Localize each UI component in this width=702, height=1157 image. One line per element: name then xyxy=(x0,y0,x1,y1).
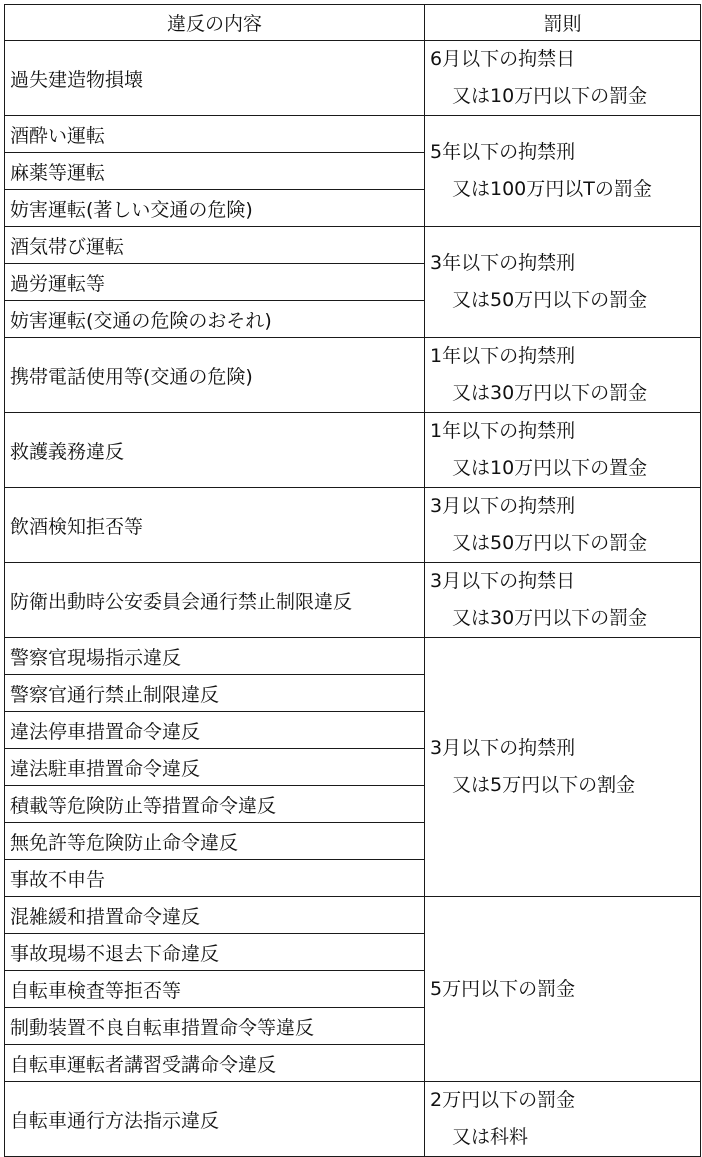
violation-cell: 携帯電話使用等(交通の危険) xyxy=(5,338,425,413)
penalty-line-main: 6月以下の拘禁日 xyxy=(430,48,576,70)
violation-cell: 事故現場不退去下命違反 xyxy=(5,934,425,971)
table-row xyxy=(5,488,701,563)
table-row xyxy=(5,638,701,675)
penalty-cell xyxy=(425,638,701,897)
violation-cell: 自転車運転者講習受講命令違反 xyxy=(5,1045,425,1082)
penalty-line-alt: 又は10万円以下の置金 xyxy=(452,457,648,479)
penalty-line-main: 5万円以下の罰金 xyxy=(430,977,576,1000)
penalty-cell xyxy=(425,1082,701,1157)
penalty-line-alt: 又は100万円以Tの罰金 xyxy=(452,178,652,200)
penalty-cell xyxy=(425,897,701,1082)
table-row xyxy=(5,338,701,413)
penalty-line-main: 3年以下の拘禁刑 xyxy=(430,252,576,274)
table-body xyxy=(5,41,701,1157)
violation-cell: 過労運転等 xyxy=(5,264,425,301)
penalty-line-alt: 又は30万円以下の罰金 xyxy=(452,382,648,404)
header-violation: 違反の内容 xyxy=(5,5,425,41)
violation-cell: 違法駐車措置命令違反 xyxy=(5,749,425,786)
violation-cell: 違法停車措置命令違反 xyxy=(5,712,425,749)
penalty-line-main: 1年以下の拘禁刑 xyxy=(430,420,576,442)
penalty-cell xyxy=(425,116,701,227)
table-row xyxy=(5,563,701,638)
violation-cell: 過失建造物損壊 xyxy=(5,41,425,116)
violation-cell: 妨害運転(著しい交通の危険) xyxy=(5,190,425,227)
violation-cell: 救護義務違反 xyxy=(5,413,425,488)
header-row xyxy=(5,5,701,41)
table-row xyxy=(5,897,701,934)
table-row xyxy=(5,1082,701,1157)
violation-cell: 事故不申告 xyxy=(5,860,425,897)
penalty-line-alt: 又は50万円以下の罰金 xyxy=(452,289,648,311)
violation-cell: 警察官現場指示違反 xyxy=(5,638,425,675)
penalty-cell xyxy=(425,488,701,563)
table-row xyxy=(5,41,701,116)
penalty-cell xyxy=(425,338,701,413)
violation-cell: 警察官通行禁止制限違反 xyxy=(5,675,425,712)
penalty-cell xyxy=(425,227,701,338)
table-row xyxy=(5,227,701,264)
violation-cell: 制動装置不良自転車措置命令等違反 xyxy=(5,1008,425,1045)
table-row xyxy=(5,413,701,488)
penalty-line-main: 1年以下の拘禁刑 xyxy=(430,345,576,367)
violation-cell: 酒気帯び運転 xyxy=(5,227,425,264)
violation-cell: 酒酔い運転 xyxy=(5,116,425,153)
penalty-table xyxy=(4,4,701,1157)
penalty-line-alt: 又は10万円以下の罰金 xyxy=(452,85,648,107)
table-row xyxy=(5,116,701,153)
violation-cell: 混雑緩和措置命令違反 xyxy=(5,897,425,934)
violation-cell: 妨害運転(交通の危険のおそれ) xyxy=(5,301,425,338)
penalty-cell xyxy=(425,41,701,116)
penalty-line-main: 3月以下の拘禁刑 xyxy=(430,495,576,517)
penalty-cell xyxy=(425,413,701,488)
penalty-line-alt: 又は5万円以下の割金 xyxy=(452,774,636,796)
penalty-cell xyxy=(425,563,701,638)
penalty-line-main: 3月以下の拘禁刑 xyxy=(430,737,576,759)
penalty-line-main: 5年以下の拘禁刑 xyxy=(430,141,576,163)
violation-cell: 飲酒検知拒否等 xyxy=(5,488,425,563)
penalty-line-alt: 又は科料 xyxy=(452,1126,529,1148)
violation-cell: 自転車通行方法指示違反 xyxy=(5,1082,425,1157)
violation-cell: 積載等危険防止等措置命令違反 xyxy=(5,786,425,823)
penalty-line-main: 2万円以下の罰金 xyxy=(430,1089,576,1111)
penalty-line-main: 3月以下の拘禁日 xyxy=(430,570,576,592)
violation-cell: 防衛出動時公安委員会通行禁止制限違反 xyxy=(5,563,425,638)
penalty-line-alt: 又は50万円以下の罰金 xyxy=(452,532,648,554)
violation-cell: 自転車検査等拒否等 xyxy=(5,971,425,1008)
penalty-line-alt: 又は30万円以下の罰金 xyxy=(452,607,648,629)
violation-cell: 麻薬等運転 xyxy=(5,153,425,190)
violation-cell: 無免許等危険防止命令違反 xyxy=(5,823,425,860)
header-penalty: 罰則 xyxy=(425,5,701,41)
